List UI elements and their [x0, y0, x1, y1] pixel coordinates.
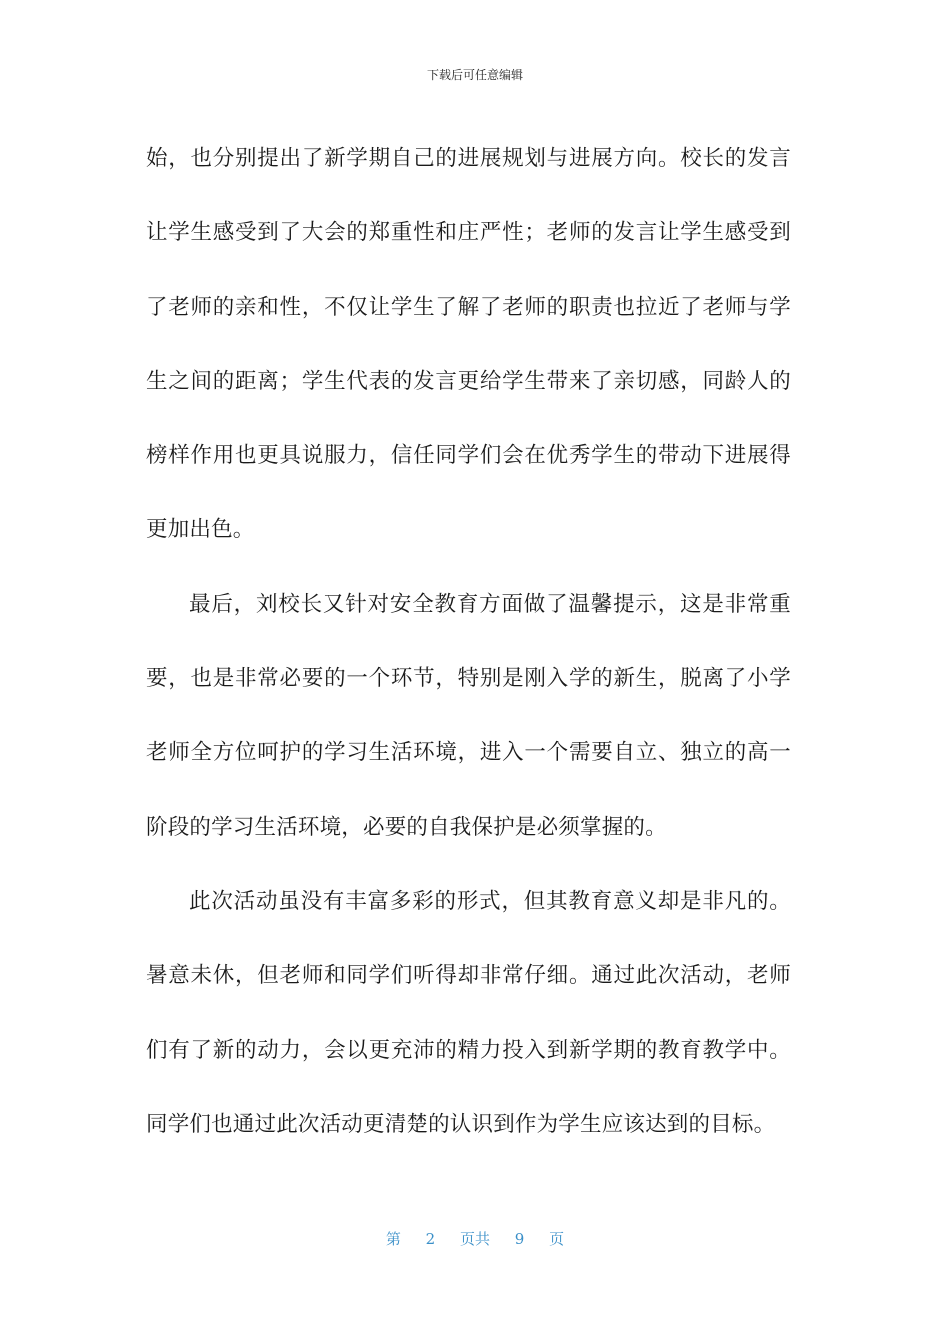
paragraph-conclusion: 此次活动虽没有丰富多彩的形式，但其教育意义却是非凡的。暑意未休，但老师和同学们听得却非常仔细。通过此次活动，老师们有了新的动力，会以更充沛的精力投入到新学期的教育教学中。同学们也通过此次活动更清楚的认识到作为学生应该达到的目标。: [146, 888, 791, 1137]
footer-page-number: 2: [425, 1230, 436, 1248]
footer-page-prefix: 第: [385, 1230, 401, 1248]
header-note: 下载后可任意编辑: [426, 68, 523, 82]
page-footer: [0, 1229, 950, 1249]
footer-total-pages: 9: [514, 1230, 525, 1248]
footer-page-suffix: 页: [549, 1230, 565, 1248]
paragraph-continued: 始，也分别提出了新学期自己的进展规划与进展方向。校长的发言让学生感受到了大会的郑重性和庄严性；老师的发言让学生感受到了老师的亲和性，不仅让学生了解了老师的职责也拉近了老师与学生之间的距离；学生代表的发言更给学生带来了亲切感，同龄人的榜样作用也更具说服力，信任同学们会在优秀学生的带动下进展得更加出色。: [146, 146, 791, 543]
page-header: [0, 67, 950, 83]
footer-page-middle: 页共: [459, 1230, 490, 1248]
paragraph-safety: 最后，刘校长又针对安全教育方面做了温馨提示，这是非常重要，也是非常必要的一个环节，特别是刚入学的新生，脱离了小学老师全方位呵护的学习生活环境，进入一个需要自立、独立的高一阶段的学习生活环境，必要的自我保护是必须掌握的。: [146, 591, 791, 840]
document-body: [146, 122, 791, 1162]
